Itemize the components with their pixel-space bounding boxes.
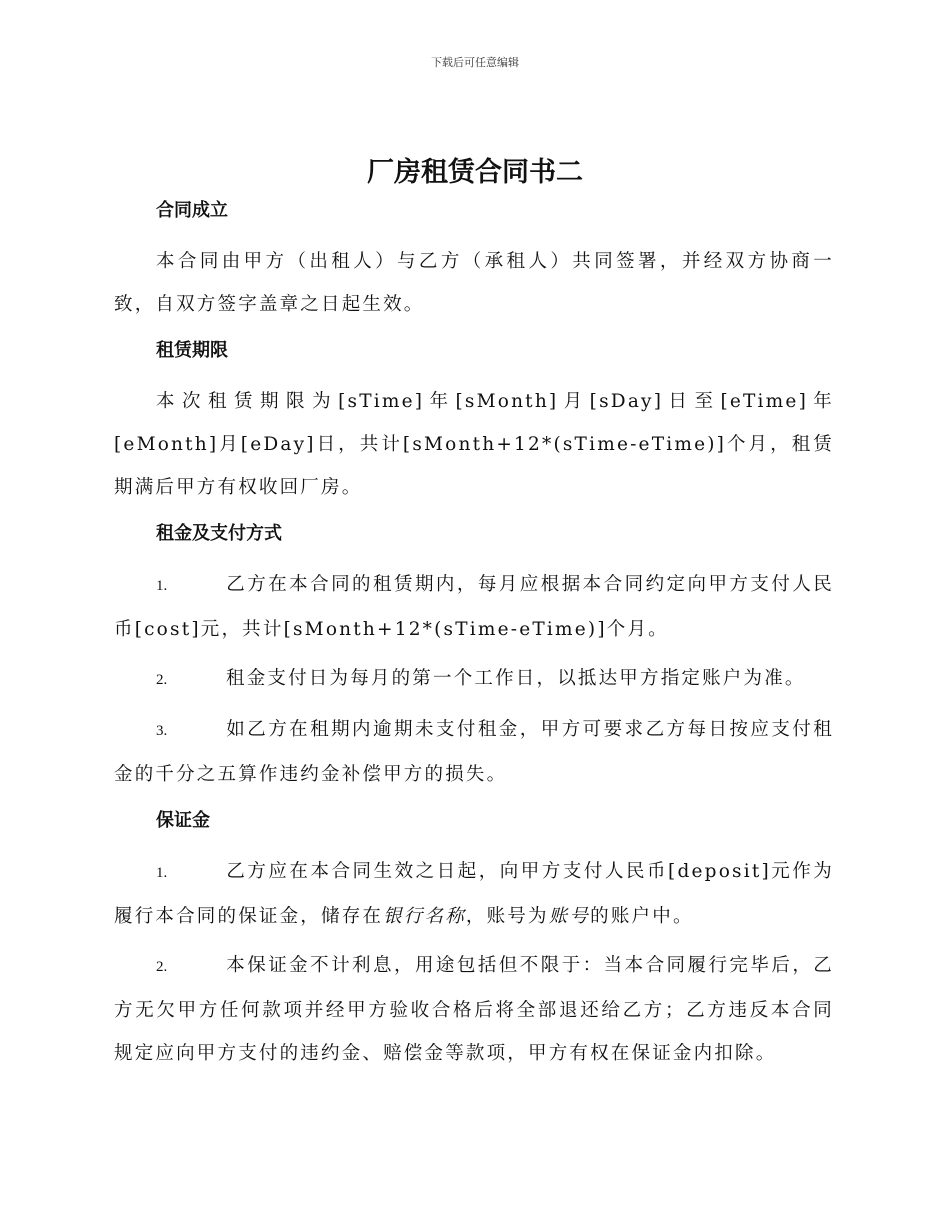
list-item-number: 3. [156, 723, 168, 739]
document-body [114, 194, 834, 1081]
account-number-placeholder: 账号 [548, 906, 591, 927]
list-item-text: 本保证金不计利息，用途包括但不限于：当本合同履行完毕后，乙方无欠甲方任何款项并经甲方验收合格后将全部退还给乙方；乙方违反本合同规定应向甲方支付的违约金、赔偿金等款项，甲方有权在保证金内扣除。 [114, 955, 834, 1064]
section-heading-deposit: 保证金 [156, 810, 210, 831]
list-item-text-after: 的账户中。 [590, 906, 694, 927]
header-note: 下载后可任意编辑 [431, 56, 519, 69]
list-item [114, 563, 834, 651]
list-item [114, 944, 834, 1075]
list-item-text: 如乙方在租期内逾期未支付租金，甲方可要求乙方每日按应支付租金的千分之五算作违约金补偿甲方的损失。 [114, 719, 834, 785]
section-heading-establishment: 合同成立 [156, 200, 228, 221]
bank-name-placeholder: 银行名称 [383, 906, 466, 927]
paragraph-establishment: 本合同由甲方（出租人）与乙方（承租人）共同签署，并经双方协商一致，自双方签字盖章之日起生效。 [114, 251, 834, 315]
section-heading-rent-payment: 租金及支付方式 [156, 523, 282, 544]
list-item-text: 乙方在本合同的租赁期内，每月应根据本合同约定向甲方支付人民币[cost]元，共计[sMonth+12*(sTime-eTime)]个月。 [114, 574, 834, 640]
list-item [114, 657, 834, 702]
paragraph-lease-term: 本次租赁期限为[sTime]年[sMonth]月[sDay]日至[eTime]年[eMonth]月[eDay]日，共计[sMonth+12*(sTime-eTime)]个月，租赁期满后甲方有权收回厂房。 [114, 391, 834, 498]
document-title: 厂房租赁合同书二 [367, 157, 583, 188]
section-heading-lease-term: 租赁期限 [156, 340, 228, 361]
list-item-number: 1. [156, 865, 168, 881]
list-item-text: 租金支付日为每月的第一个工作日，以抵达甲方指定账户为准。 [226, 668, 806, 689]
list-item-number: 1. [156, 578, 168, 594]
list-item-text-before: 乙方应在本合同生效之日起，向甲方支付人民币[deposit]元作为履行本合同的保证金，储存在 [114, 861, 834, 927]
list-item-number: 2. [156, 672, 168, 688]
list-item-text-middle: ，账号为 [465, 906, 549, 927]
list-item [114, 708, 834, 796]
list-item-number: 2. [156, 959, 168, 975]
list-item [114, 850, 834, 938]
